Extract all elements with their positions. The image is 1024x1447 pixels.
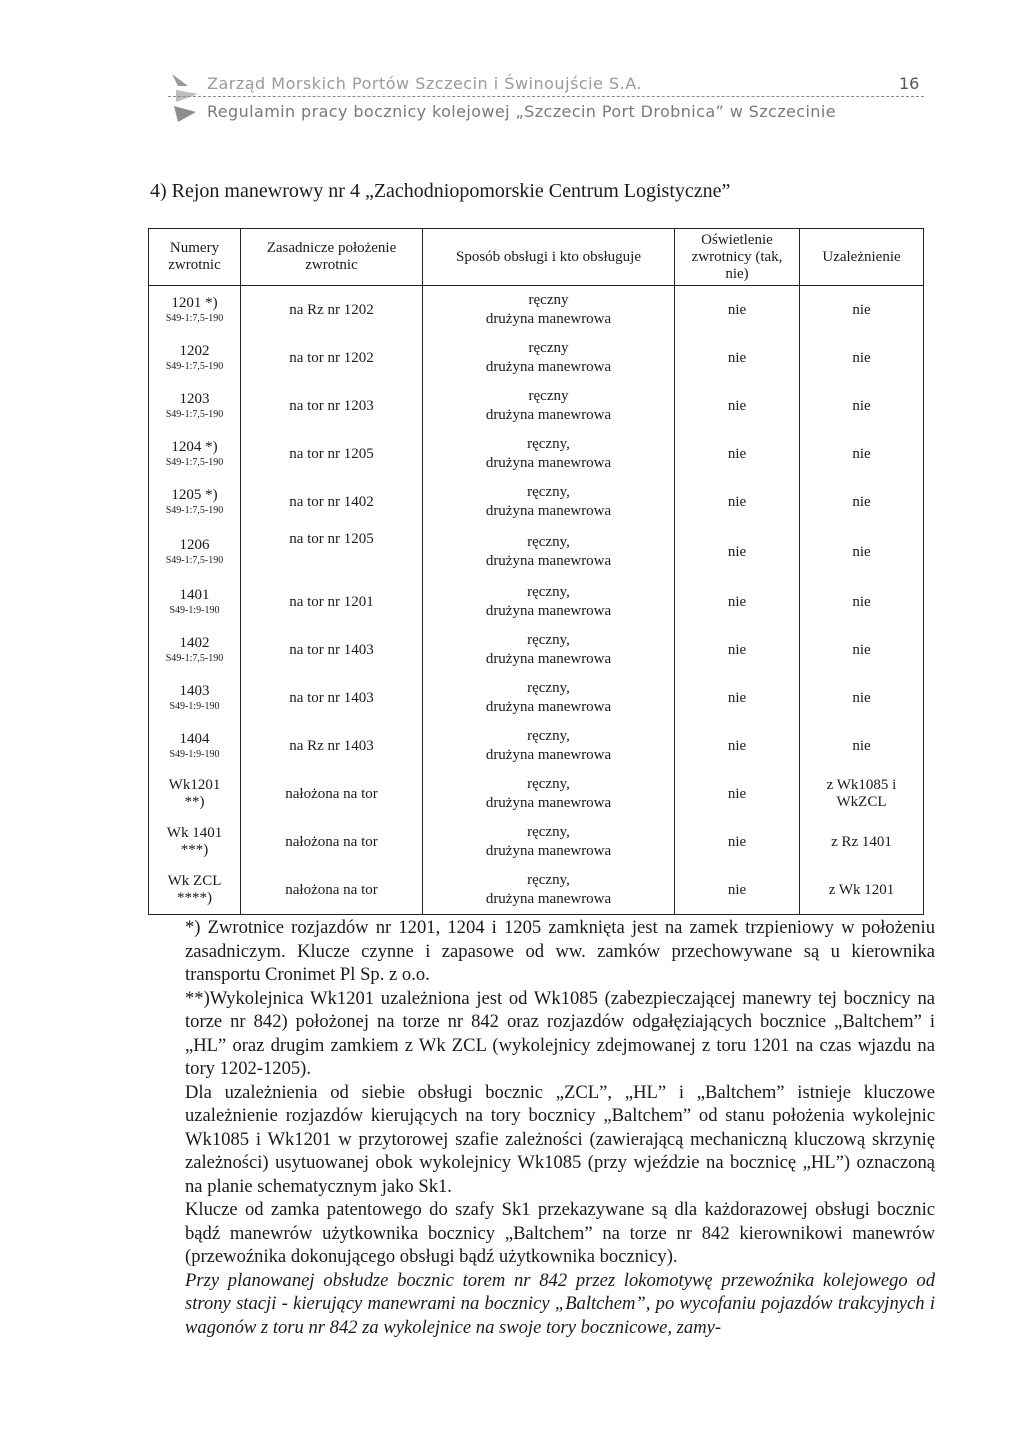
base-position: na tor nr 1403 — [241, 626, 423, 674]
base-position: nałożona na tor — [241, 770, 423, 818]
dependency-value: nie — [800, 578, 924, 626]
operator: drużyna manewrowa — [485, 407, 612, 423]
switch-type: S49-1:7,5-190 — [165, 409, 224, 420]
base-position: na tor nr 1202 — [241, 334, 423, 382]
base-position: na tor nr 1403 — [241, 674, 423, 722]
footnote-marker: ***) — [180, 842, 209, 858]
lighting-value: nie — [675, 334, 800, 382]
lighting-value: nie — [675, 866, 800, 915]
dependency-value: nie — [800, 382, 924, 430]
dependency-value: nie — [800, 334, 924, 382]
base-position: na tor nr 1201 — [241, 578, 423, 626]
operator: drużyna manewrowa — [485, 699, 612, 715]
operation-method: ręczny, — [527, 534, 570, 550]
operator: drużyna manewrowa — [485, 553, 612, 569]
lighting-value: nie — [675, 626, 800, 674]
base-position: na tor nr 1203 — [241, 382, 423, 430]
dependency-value: nie — [800, 674, 924, 722]
operation-method: ręczny, — [527, 824, 570, 840]
switch-type: S49-1:7,5-190 — [165, 457, 224, 468]
company-logo-icon — [168, 72, 202, 124]
lighting-value: nie — [675, 722, 800, 770]
table-row — [149, 626, 924, 674]
switch-number: 1203 — [179, 391, 210, 407]
operation-method: ręczny, — [527, 436, 570, 452]
dependency-value: z Wk1085 i WkZCL — [800, 770, 924, 818]
base-position: na Rz nr 1202 — [241, 286, 423, 335]
paragraph-planned-service: Przy planowanej obsłudze bocznic torem nr 842 przez lokomotywę przewoźnika kolejowego od strony stacji - kierujący manewrami na bocznicy „Baltchem”, po wycofaniu pojazdów trakcyjnych i wagonów z toru nr 842 za wykolejnice na swoje tory bocznicowe, zamy- — [185, 1269, 935, 1338]
header-company: Zarząd Morskich Portów Szczecin i Świnoujście S.A. — [207, 74, 643, 93]
operation-method: ręczny, — [527, 632, 570, 648]
lighting-value: nie — [675, 770, 800, 818]
switch-type: S49-1:7,5-190 — [165, 361, 224, 372]
switch-number: Wk ZCL — [167, 873, 222, 889]
dependency-value: nie — [800, 626, 924, 674]
paragraph-keys: Klucze od zamka patentowego do szafy Sk1 przekazywane są dla każdorazowej obsługi bocznic bądź manewrów użytkownika bocznicy „Baltchem” na torze nr 842 kierownikowi manewrów (przewoźnika dokonującego obsługi bądź użytkownika bocznicy). — [185, 1199, 935, 1267]
switch-number: 1206 — [179, 537, 210, 553]
table-row — [149, 334, 924, 382]
operation-method: ręczny — [528, 388, 569, 404]
operator: drużyna manewrowa — [485, 503, 612, 519]
switch-type: S49-1:9-190 — [169, 749, 220, 760]
base-position: nałożona na tor — [241, 866, 423, 915]
dependency-value: z Rz 1401 — [800, 818, 924, 866]
operation-method: ręczny, — [527, 728, 570, 744]
operation-method: ręczny, — [527, 872, 570, 888]
lighting-value: nie — [675, 526, 800, 578]
footnote-single-star: *) Zwrotnice rozjazdów nr 1201, 1204 i 1205 zamknięta jest na zamek trzpieniowy w położeniu zasadniczym. Klucze czynne i zapasowe od ww. zamków przechowywane są u kierownika transportu Cronimet Pl Sp. z o.o. — [185, 917, 935, 985]
lighting-value: nie — [675, 578, 800, 626]
switches-table — [148, 228, 924, 915]
switch-number: Wk1201 — [168, 777, 221, 793]
switch-type: S49-1:7,5-190 — [165, 653, 224, 664]
header-numbers: Numery zwrotnic — [149, 229, 241, 286]
operator: drużyna manewrowa — [485, 891, 612, 907]
base-position: na tor nr 1205 — [241, 526, 423, 578]
switch-type: S49-1:9-190 — [169, 701, 220, 712]
operator: drużyna manewrowa — [485, 747, 612, 763]
operator: drużyna manewrowa — [485, 603, 612, 619]
header-position: Zasadnicze położenie zwrotnic — [241, 229, 423, 286]
switch-number: 1403 — [179, 683, 210, 699]
switch-number: 1202 — [179, 343, 210, 359]
switch-number: 1402 — [179, 635, 210, 651]
lighting-value: nie — [675, 382, 800, 430]
lighting-value: nie — [675, 286, 800, 335]
operation-method: ręczny — [528, 340, 569, 356]
table-row — [149, 722, 924, 770]
switch-number: 1201 *) — [171, 295, 218, 311]
switch-number: 1204 *) — [171, 439, 218, 455]
lighting-value: nie — [675, 478, 800, 526]
table-row — [149, 286, 924, 335]
switch-type: S49-1:9-190 — [169, 605, 220, 616]
operator: drużyna manewrowa — [485, 455, 612, 471]
switch-type: S49-1:7,5-190 — [165, 313, 224, 324]
header-divider — [168, 96, 924, 97]
header-lighting: Oświetlenie zwrotnicy (tak, nie) — [675, 229, 800, 286]
operator: drużyna manewrowa — [485, 795, 612, 811]
dependency-value: nie — [800, 430, 924, 478]
switch-number: 1404 — [179, 731, 210, 747]
footnote-double-star: **)Wykolejnica Wk1201 uzależniona jest od Wk1085 (zabezpieczającej manewry tej bocznicy na torze nr 842) położonej na torze nr 842 oraz rozjazdów odgałęziających bocznice „Baltchem” i „HL” oraz drugim zamkiem z Wk ZCL (wykolejnicy zdejmowanej z toru 1201 na czas wjazdu na tory 1202-1205). — [185, 987, 935, 1079]
lighting-value: nie — [675, 430, 800, 478]
base-position: na Rz nr 1403 — [241, 722, 423, 770]
footnote-marker: ****) — [177, 890, 212, 906]
lighting-value: nie — [675, 818, 800, 866]
base-position: na tor nr 1402 — [241, 478, 423, 526]
switch-number: 1205 *) — [171, 487, 218, 503]
switch-number: 1401 — [179, 587, 210, 603]
operator: drużyna manewrowa — [485, 843, 612, 859]
table-row — [149, 478, 924, 526]
paragraph-dependency: Dla uzależnienia od siebie obsługi bocznic „ZCL”, „HL” i „Baltchem” istnieje kluczowe uzależnienie rozjazdów kierujących na tory bocznicy „Baltchem” od stanu położenia wykolejnic Wk1085 i Wk1201 w przytorowej szafie zależności (zawierającą mechaniczną kluczową skrzynię zależności) usytuowanej obok wykolejnicy Wk1085 (przy wjeździe na bocznicę „HL”) oznaczoną na planie schematycznym jako Sk1. — [185, 1081, 935, 1197]
page-number: 16 — [899, 74, 920, 93]
dependency-value: nie — [800, 526, 924, 578]
table-row — [149, 382, 924, 430]
operation-method: ręczny, — [527, 776, 570, 792]
section-title: 4) Rejon manewrowy nr 4 „Zachodniopomorskie Centrum Logistyczne” — [150, 180, 731, 202]
notes-section — [185, 916, 935, 1339]
operation-method: ręczny, — [527, 584, 570, 600]
operation-method: ręczny, — [527, 680, 570, 696]
table-row — [149, 818, 924, 866]
base-position: nałożona na tor — [241, 818, 423, 866]
table-header-row — [149, 229, 924, 286]
base-position: na tor nr 1205 — [241, 430, 423, 478]
footnote-marker: **) — [184, 794, 205, 810]
dependency-value: nie — [800, 286, 924, 335]
dependency-value: nie — [800, 722, 924, 770]
operator: drużyna manewrowa — [485, 359, 612, 375]
operator: drużyna manewrowa — [485, 651, 612, 667]
table-row — [149, 866, 924, 915]
table-row — [149, 430, 924, 478]
lighting-value: nie — [675, 674, 800, 722]
operation-method: ręczny, — [527, 484, 570, 500]
dependency-value: z Wk 1201 — [800, 866, 924, 915]
dependency-value: nie — [800, 478, 924, 526]
operator: drużyna manewrowa — [485, 311, 612, 327]
header-regulation: Regulamin pracy bocznicy kolejowej „Szczecin Port Drobnica” w Szczecinie — [207, 102, 836, 121]
header-dependency: Uzależnienie — [800, 229, 924, 286]
table-row — [149, 770, 924, 818]
table-row — [149, 578, 924, 626]
switch-number: Wk 1401 — [166, 825, 223, 841]
table-row — [149, 526, 924, 578]
operation-method: ręczny — [528, 292, 569, 308]
switch-type: S49-1:7,5-190 — [165, 555, 224, 566]
switch-type: S49-1:7,5-190 — [165, 505, 224, 516]
header-method: Sposób obsługi i kto obsługuje — [423, 229, 675, 286]
table-row — [149, 674, 924, 722]
